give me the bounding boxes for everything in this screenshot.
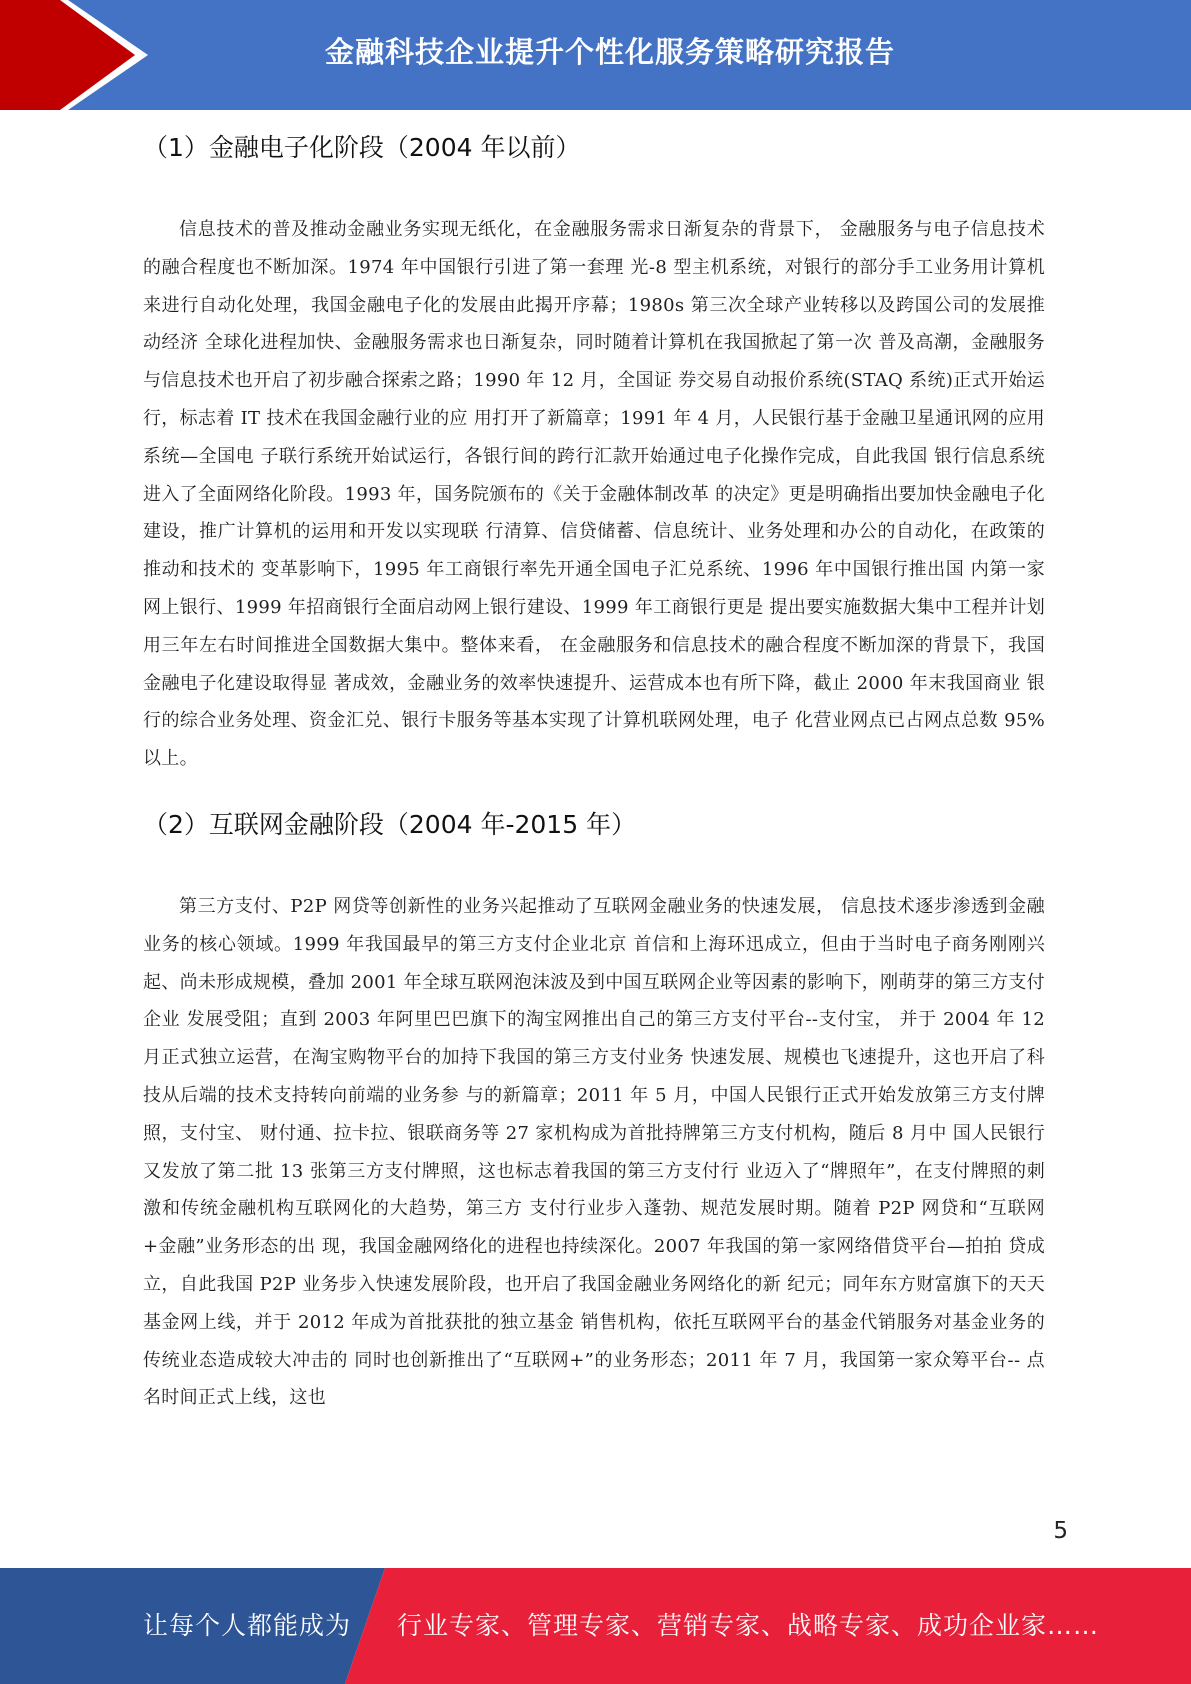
document-body: [143, 128, 1045, 1417]
section-heading-1: （1）金融电子化阶段（2004 年以前）: [143, 133, 581, 162]
section-heading-2: （2）互联网金融阶段（2004 年-2015 年）: [143, 809, 637, 839]
page-footer: [0, 1568, 1191, 1684]
page-number: 5: [1053, 1518, 1068, 1544]
footer-slogan-left: 让每个人都能成为: [143, 1611, 352, 1640]
page-header: [0, 0, 1191, 110]
header-arrow-decoration: [0, 0, 160, 110]
report-title: 金融科技企业提升个性化服务策略研究报告: [324, 35, 895, 69]
section-paragraph-1: 信息技术的普及推动金融业务实现无纸化，在金融服务需求日渐复杂的背景下， 金融服务与电子信息技术的融合程度也不断加深。1974 年中国银行引进了第一套理 光-8 型主机系统，对银行的部分手工业务用计算机来进行自动化处理，我国金融电子化的发展由此揭开序幕；1980s 第三次全球产业转移以及跨国公司的发展推动经济 全球化进程加快、金融服务需求也日渐复杂，同时随着计算机在我国掀起了第一次 普及高潮，金融服务与信息技术也开启了初步融合探索之路；1990 年 12 月，全国证 券交易自动报价系统(STAQ 系统)正式开始运行，标志着 IT 技术在我国金融行业的应 用打开了新篇章；1991 年 4 月，人民银行基于金融卫星通讯网的应用系统—全国电 子联行系统开始试运行，各银行间的跨行汇款开始通过电子化操作完成，自此我国 银行信息系统进入了全面网络化阶段。1993 年，国务院颁布的《关于金融体制改革 的决定》更是明确指出要加快金融电子化建设，推广计算机的运用和开发以实现联 行清算、信贷储蓄、信息统计、业务处理和办公的自动化，在政策的推动和技术的 变革影响下，1995 年工商银行率先开通全国电子汇兑系统、1996 年中国银行推出国 内第一家网上银行、1999 年招商银行全面启动网上银行建设、1999 年工商银行更是 提出要实施数据大集中工程并计划用三年左右时间推进全国数据大集中。整体来看， 在金融服务和信息技术的融合程度不断加深的背景下，我国金融电子化建设取得显 著成效，金融业务的效率快速提升、运营成本也有所下降，截止 2000 年末我国商业 银行的综合业务处理、资金汇兑、银行卡服务等基本实现了计算机联网处理，电子 化营业网点已占网点总数 95%以上。: [143, 219, 1045, 770]
section-paragraph-2: 第三方支付、P2P 网贷等创新性的业务兴起推动了互联网金融业务的快速发展， 信息技术逐步渗透到金融业务的核心领域。1999 年我国最早的第三方支付企业北京 首信和上海环迅成立，但由于当时电子商务刚刚兴起、尚未形成规模，叠加 2001 年全球互联网泡沫波及到中国互联网企业等因素的影响下，刚萌芽的第三方支付企业 发展受阻；直到 2003 年阿里巴巴旗下的淘宝网推出自己的第三方支付平台--支付宝， 并于 2004 年 12 月正式独立运营，在淘宝购物平台的加持下我国的第三方支付业务 快速发展、规模也飞速提升，这也开启了科技从后端的技术支持转向前端的业务参 与的新篇章；2011 年 5 月，中国人民银行正式开始发放第三方支付牌照，支付宝、 财付通、拉卡拉、银联商务等 27 家机构成为首批持牌第三方支付机构，随后 8 月中 国人民银行又发放了第二批 13 张第三方支付牌照，这也标志着我国的第三方支付行 业迈入了“牌照年”，在支付牌照的刺激和传统金融机构互联网化的大趋势，第三方 支付行业步入蓬勃、规范发展时期。随着 P2P 网贷和“互联网+金融”业务形态的出 现，我国金融网络化的进程也持续深化。2007 年我国的第一家网络借贷平台—拍拍 贷成立，自此我国 P2P 业务步入快速发展阶段，也开启了我国金融业务网络化的新 纪元；同年东方财富旗下的天天基金网上线，并于 2012 年成为首批获批的独立基金 销售机构，依托互联网平台的基金代销服务对基金业务的传统业态造成较大冲击的 同时也创新推出了“互联网+”的业务形态；2011 年 7 月，我国第一家众筹平台-- 点名时间正式上线，这也: [143, 895, 1045, 1409]
footer-slogan-right: 行业专家、管理专家、营销专家、战略专家、成功企业家……: [397, 1611, 1100, 1640]
